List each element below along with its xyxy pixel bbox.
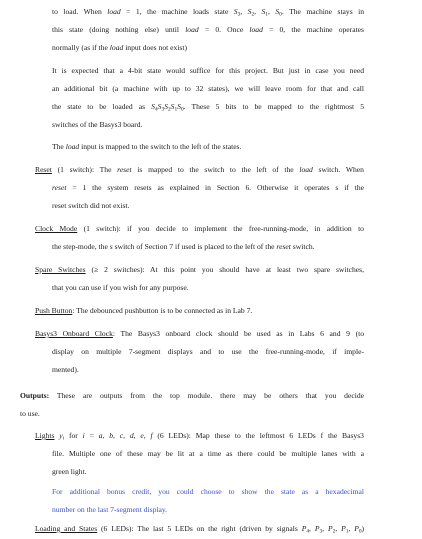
outputs-term: Outputs: xyxy=(20,391,50,400)
spare-switches-term: Spare Switches xyxy=(35,265,86,274)
loading-states-term: Loading and States xyxy=(35,524,98,533)
paragraph-line: the step-mode, the s switch of Section 7 if used is placed to the left of the reset switch. xyxy=(52,242,315,251)
clock-mode-item: Clock Mode (1 switch): if you decide to implement the free-running-mode, in addition to xyxy=(35,224,364,233)
loading-states-item: Loading and States (6 LEDs): The last 5 LEDs on the right (driven by signals $P_4$, $P_3$, $P_2$, $P_1$, $P_0$) xyxy=(35,524,365,535)
reset-item: Reset (1 switch): The reset is mapped to the switch to the left of the load switch. When xyxy=(35,165,364,174)
push-button-term: Push Button xyxy=(35,306,73,315)
push-button-item: Push Button: The debounced pushbutton is to be connected as in Lab 7. xyxy=(35,306,253,315)
spare-switches-item: Spare Switches (≥ 2 switches): At this point you should have at least two spare switches, xyxy=(35,265,365,274)
lights-term: Lights xyxy=(35,431,55,440)
paragraph-line: this state (doing nothing else) until load = 0. Once load = 0, the machine operates xyxy=(52,25,364,34)
paragraph-line: an additional bit (a machine with up to 32 states), we will leave room for that and call xyxy=(52,84,364,93)
onboard-clock-item: Basys3 Onboard Clock: The Basys3 onboard clock should be used as in Labs 6 and 9 (to xyxy=(35,329,365,338)
paragraph-line: file. Multiple one of these may be lit at a time as there could be multiple lanes with a xyxy=(52,449,364,458)
bonus-note: number on the last 7-segment display. xyxy=(52,505,168,514)
lights-item: Lights $y_i$ for i = a, b, c, d, e, f (6 LEDs): Map these to the leftmost 6 LEDs f the Basys3 xyxy=(35,431,364,442)
paragraph-line: the state to be loaded as $S_4S_3S_2S_1S_0$. These 5 bits to be mapped to the rightmost 5 xyxy=(52,102,364,113)
paragraph-line: display on multiple 7-segment displays and to use the free-running-mode, if imple- xyxy=(52,347,364,356)
paragraph-line: green light. xyxy=(52,467,87,476)
bonus-note: For additional bonus credit, you could choose to show the state as a hexadecimal xyxy=(52,487,364,496)
clock-mode-term: Clock Mode xyxy=(35,224,78,233)
outputs-heading: Outputs: These are outputs from the top module. there may be others that you decide xyxy=(20,391,364,400)
onboard-clock-term: Basys3 Onboard Clock xyxy=(35,329,113,338)
paragraph-line: The load input is mapped to the switch to the left of the states. xyxy=(52,142,242,151)
paragraph-line: switches of the Basys3 board. xyxy=(52,120,143,129)
paragraph-line: to use. xyxy=(20,409,40,418)
paragraph-line: It is expected that a 4-bit state would suffice for this project. But just in case you need xyxy=(52,66,364,75)
paragraph-line: to load. When load = 1, the machine loads state $S_3$, $S_2$, $S_1$, $S_0$. The machine stays in xyxy=(52,7,365,18)
paragraph-line: reset = 1 the system resets as explained in Section 6. Otherwise it operates s if the xyxy=(52,183,364,192)
paragraph-line: normally (as if the load input does not exist) xyxy=(52,43,187,52)
paragraph-line: reset switch did not exist. xyxy=(52,201,130,210)
reset-term: Reset xyxy=(35,165,52,174)
paragraph-line: that you can use if you wish for any purpose. xyxy=(52,283,189,292)
paragraph-line: mented). xyxy=(52,365,79,374)
